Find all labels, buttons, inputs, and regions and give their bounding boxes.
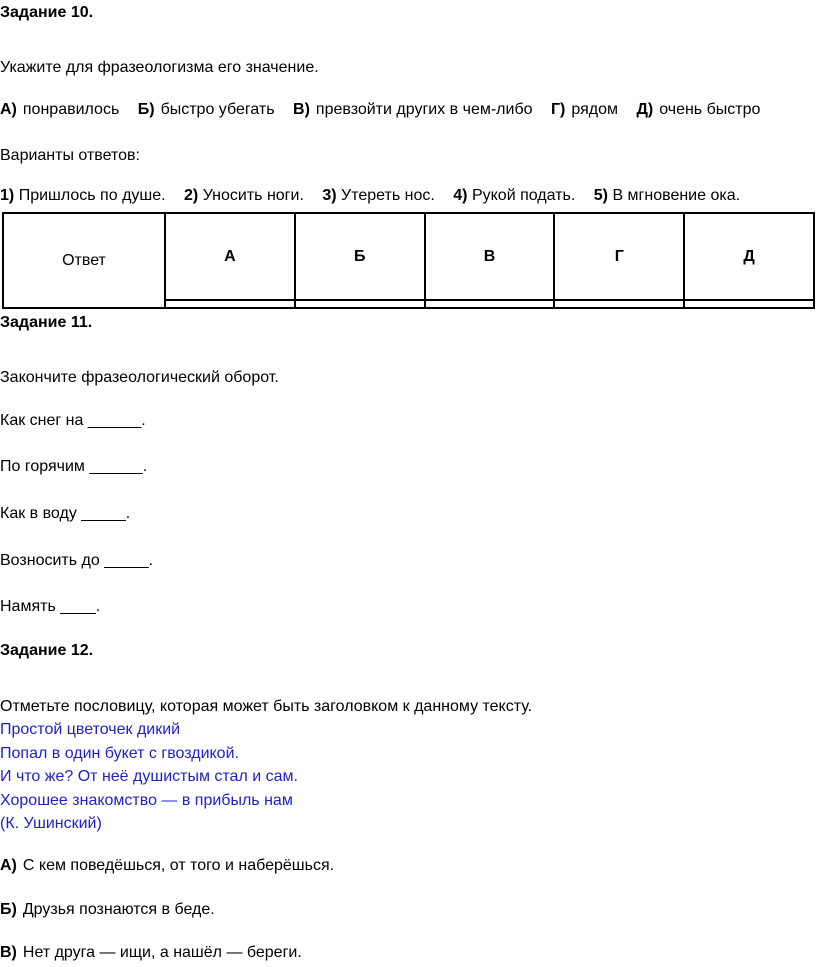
poem-line-1: Простой цветочек дикий — [0, 721, 181, 738]
task11-line-4: Возносить до _____. — [0, 552, 154, 569]
task10-instruction: Укажите для фразеологизма его значение. — [0, 59, 319, 76]
option-num-3: 3) — [322, 187, 337, 204]
answer-header-d: Д — [684, 213, 814, 300]
answer-cell-v[interactable] — [425, 300, 555, 308]
task12-text-b: Друзья познаются в беде. — [22, 901, 215, 918]
task12-text-a: С кем поведёшься, от того и наберёшься. — [22, 857, 335, 874]
task11-instruction: Закончите фразеологический оборот. — [0, 369, 279, 386]
poem-line-4: Хорошее знакомство — в прибыль нам — [0, 792, 293, 809]
meaning-text-v: превзойти других в чем-либо — [315, 101, 533, 118]
answer-header-b: Б — [295, 213, 425, 300]
meaning-text-a: понравилось — [22, 101, 120, 118]
task12-option-v — [0, 943, 302, 963]
answer-header-v: В — [425, 213, 555, 300]
option-num-2: 2) — [184, 187, 199, 204]
meaning-letter-v: В) — [293, 101, 310, 118]
poem-line-3: И что же? От неё душистым стал и сам. — [0, 768, 298, 785]
variants-label: Варианты ответов: — [0, 147, 140, 164]
meaning-text-d: очень быстро — [659, 101, 761, 118]
task10-options — [0, 186, 740, 206]
task10-meanings — [0, 100, 760, 120]
option-num-5: 5) — [593, 187, 608, 204]
answer-cell-b[interactable] — [295, 300, 425, 308]
poem-line-2: Попал в один букет с гвоздикой. — [0, 745, 239, 762]
task12-option-a — [0, 856, 334, 876]
option-num-1: 1) — [0, 187, 15, 204]
poem-author: (К. Ушинский) — [0, 815, 102, 832]
meaning-letter-d: Д) — [636, 101, 654, 118]
answer-header-a: А — [165, 213, 295, 300]
answer-row-label: Ответ — [3, 213, 165, 308]
meaning-letter-g: Г) — [550, 101, 566, 118]
task12-instruction: Отметьте пословицу, которая может быть заголовком к данному тексту. — [0, 698, 533, 715]
task12-option-b — [0, 900, 215, 920]
task11-line-3: Как в воду _____. — [0, 505, 131, 522]
meaning-letter-a: А) — [0, 101, 17, 118]
option-text-3: Утереть нос. — [341, 187, 435, 204]
task11-line-5: Намять ____. — [0, 598, 101, 615]
option-text-4: Рукой подать. — [471, 187, 576, 204]
answer-header-g: Г — [554, 213, 684, 300]
task12-letter-a: А) — [0, 857, 17, 874]
task11-line-2: По горячим ______. — [0, 458, 148, 475]
answer-table — [2, 212, 815, 309]
option-text-1: Пришлось по душе. — [18, 187, 166, 204]
answer-cell-g[interactable] — [554, 300, 684, 308]
answer-cell-d[interactable] — [684, 300, 814, 308]
task10-title: Задание 10. — [0, 4, 94, 21]
option-num-4: 4) — [453, 187, 468, 204]
task12-text-v: Нет друга — ищи, а нашёл — береги. — [22, 944, 302, 961]
answer-cell-a[interactable] — [165, 300, 295, 308]
option-text-5: В мгновение ока. — [612, 187, 741, 204]
meaning-letter-b: Б) — [137, 101, 155, 118]
meaning-text-b: быстро убегать — [160, 101, 275, 118]
task12-title: Задание 12. — [0, 642, 94, 659]
option-text-2: Уносить ноги. — [202, 187, 304, 204]
task12-letter-v: В) — [0, 944, 17, 961]
task11-line-1: Как снег на ______. — [0, 412, 146, 429]
task12-letter-b: Б) — [0, 901, 17, 918]
task11-title: Задание 11. — [0, 314, 93, 331]
meaning-text-g: рядом — [571, 101, 618, 118]
